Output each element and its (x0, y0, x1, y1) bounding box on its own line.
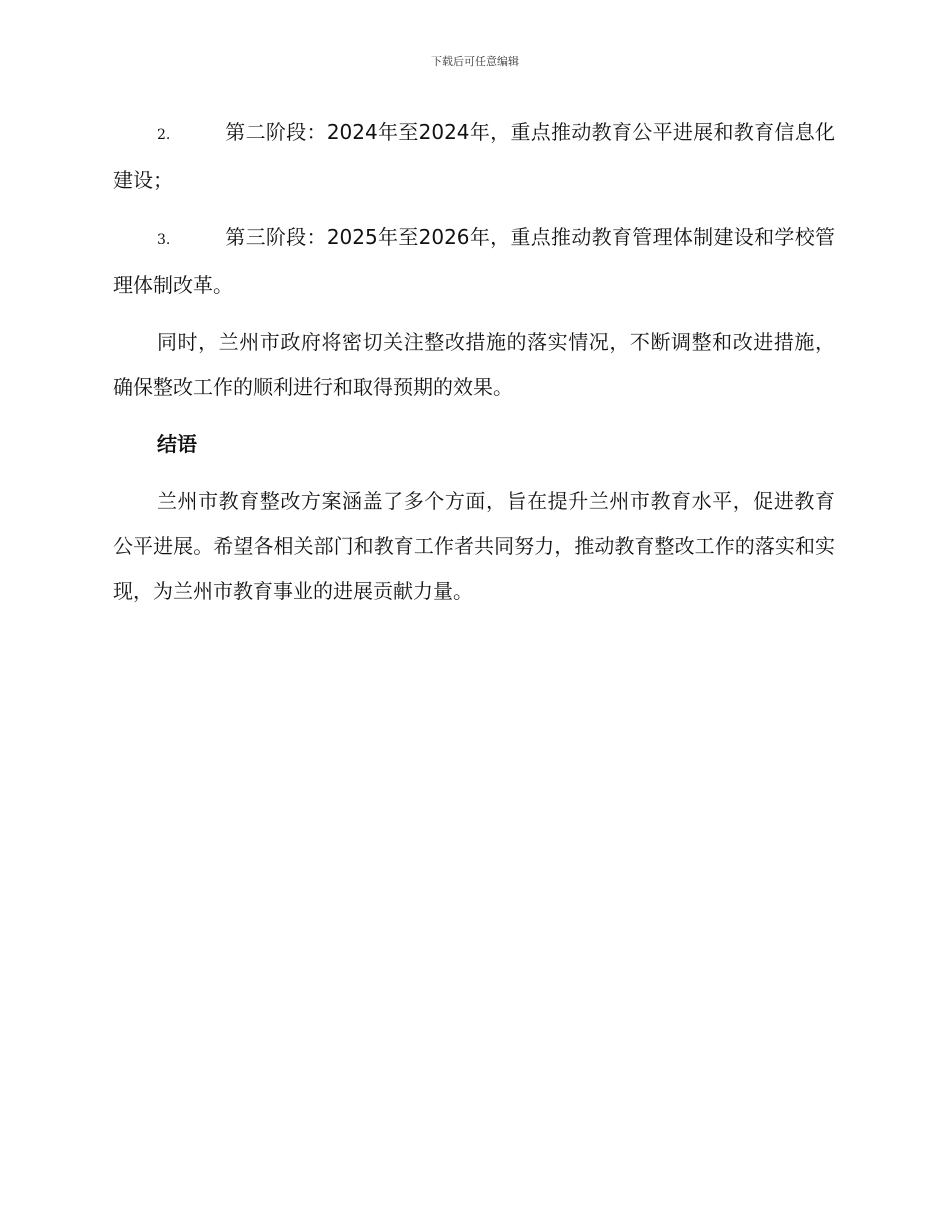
list-item-text: 第二阶段：2024年至2024年，重点推动教育公平进展和教育信息化建设； (113, 120, 835, 192)
section-heading-conclusion: 结语 (157, 432, 197, 456)
followup-paragraph: 同时，兰州市政府将密切关注整改措施的落实情况，不断调整和改进措施，确保整改工作的顺利进行和取得预期的效果。 (113, 330, 835, 399)
list-item-text: 第三阶段：2025年至2026年，重点推动教育管理体制建设和学校管理体制改革。 (113, 225, 835, 297)
list-item-number: 3. (157, 232, 171, 248)
list-item-number: 2. (157, 127, 171, 143)
conclusion-paragraph: 兰州市教育整改方案涵盖了多个方面，旨在提升兰州市教育水平，促进教育公平进展。希望各相关部门和教育工作者共同努力，推动教育整改工作的落实和实现，为兰州市教育事业的进展贡献力量。 (113, 489, 835, 603)
list-item-stage-2 (113, 110, 835, 203)
document-body (113, 110, 835, 626)
page-header-note: 下载后可任意编辑 (431, 55, 519, 68)
list-item-stage-3 (113, 215, 835, 308)
